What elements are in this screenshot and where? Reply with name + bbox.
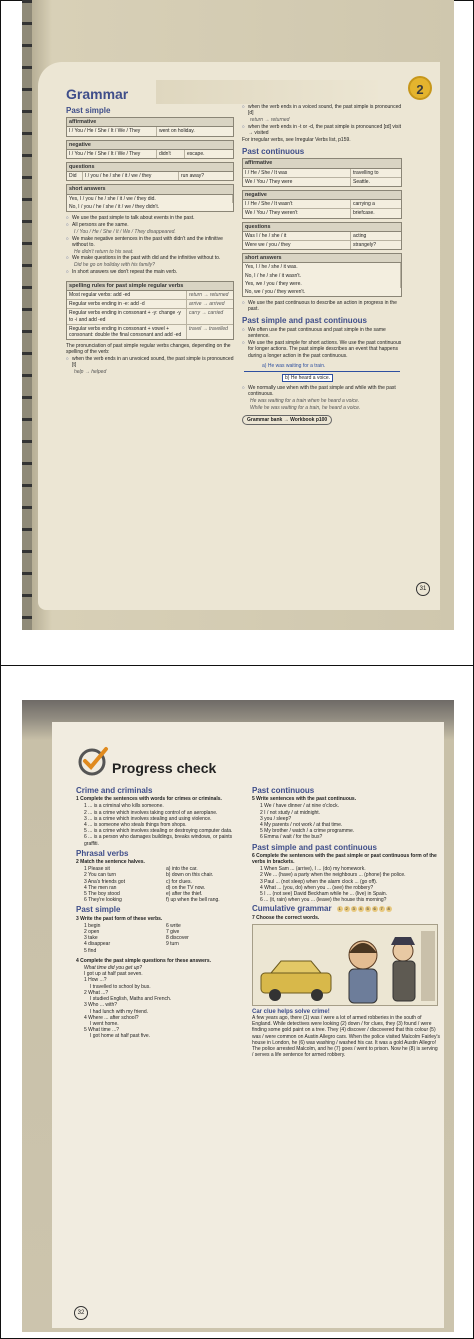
match-row — [76, 897, 248, 903]
table-row — [243, 209, 401, 217]
match-left: 5 The boy stood — [84, 891, 120, 898]
table-cell: run away? — [181, 173, 205, 180]
question: 1 Complete the sentences with words for crimes or criminals. — [76, 796, 222, 803]
unit-dot: 4 — [359, 906, 362, 912]
verb-item: 9 turn — [166, 941, 179, 948]
table-cell: Most regular verbs: add -ed — [67, 291, 187, 299]
table-header: negative — [243, 191, 401, 200]
exercise-item: 2 What ...? — [84, 989, 109, 996]
exercise-item: 3 Who ... with? — [84, 1002, 118, 1009]
cartoon-image — [253, 925, 438, 1006]
verb-item: 3 take — [84, 935, 98, 942]
exercise-item: 4 My parents / not work / at that time. — [260, 822, 343, 829]
note-example: While he was waiting for a train, he heard a voice. — [250, 404, 361, 411]
exercise-item: 2 We ... (have) a party when the neighbours ... (phone) the police. — [260, 872, 406, 879]
question: 3 Write the past form of these verbs. — [76, 915, 163, 922]
table-cell: carrying a — [353, 201, 375, 208]
table-row — [243, 178, 401, 186]
unit-dot: 5 — [366, 906, 369, 912]
note-item: ○ We make negative sentences in the past with didn't and the infinitive without to. — [66, 236, 234, 248]
table-row — [67, 127, 233, 135]
page-title: Grammar — [66, 86, 129, 102]
verb-item: 5 find — [84, 947, 97, 954]
verb-item: 8 discover — [166, 935, 189, 942]
question: 5 Write sentences with the past continuous. — [252, 796, 357, 803]
match-left: 6 They're looking — [84, 897, 122, 904]
table-row — [243, 200, 401, 209]
frame-left-border — [0, 0, 1, 1339]
note-example: Did he go on holiday with his family? — [74, 262, 155, 269]
note-item: ○ when the verb ends in an unvoiced sound, the past simple is pronounced [t] — [66, 356, 234, 368]
short-answers-table — [66, 184, 234, 212]
exercise-item: 1 How ...? — [84, 977, 107, 984]
spelling-table — [66, 281, 234, 340]
table-header: short answers — [243, 254, 401, 263]
note-item: ○ We use the past continuous to describe an action in progress in the past. — [242, 300, 402, 312]
cumulative-header — [252, 906, 440, 912]
checkmark-icon — [76, 744, 110, 778]
note-item: ○ We normally use when with the past simple and while with the past continuous. — [242, 385, 402, 397]
grammar-page — [38, 62, 440, 610]
irregular-note: For irregular verbs, see Irregular Verbs list, p159. — [242, 137, 351, 144]
table-cell: No, I / you / he / she / it / we / they didn't. — [69, 203, 160, 210]
example-answer: I got up at half past seven. — [84, 971, 143, 978]
table-cell: return → returned — [189, 292, 229, 299]
right-column — [252, 784, 440, 1058]
match-right: a) into the car. — [166, 866, 198, 873]
table-header: questions — [67, 163, 233, 172]
example-question: What time did you get up? — [84, 965, 143, 972]
exercise-item: 5 I ... (not see) David Beckham while he ... (live) in Spain. — [260, 891, 387, 898]
phrasal-heading: Phrasal verbs — [76, 848, 129, 858]
negative-table — [66, 140, 234, 159]
note-example: He was waiting for a train when he heard a voice. — [250, 398, 360, 405]
verb-row — [76, 948, 248, 954]
exercise-item: 1 We / have dinner / at nine o'clock. — [260, 803, 339, 810]
match-right: c) for clues. — [166, 878, 192, 885]
question: 7 Choose the correct words. — [252, 914, 320, 921]
table-cell: didn't — [157, 150, 185, 158]
cumulative-heading: Cumulative grammar — [252, 904, 332, 914]
table-cell: Regular verbs ending in consonant + -y: change -y to -i and add -ed — [67, 309, 187, 323]
pc-questions-table — [242, 222, 402, 251]
table-cell: Seattle. — [353, 178, 370, 185]
table-cell: I / You / He / She / It / We / They — [67, 150, 157, 158]
exercise-item: 5 My brother / watch / a crime programme. — [260, 828, 355, 835]
page-number: 31 — [416, 582, 430, 596]
note-item: ○ We make questions in the past with did and the infinitive without to. — [66, 255, 234, 261]
watermark — [156, 80, 378, 104]
table-cell: Regular verbs ending in -e: add -d — [67, 300, 187, 308]
table-cell: Were we / you / they — [243, 241, 351, 249]
match-left: 1 Please sit — [84, 866, 110, 873]
question: 4 Complete the past simple questions for these answers. — [76, 957, 212, 964]
table-row — [243, 241, 401, 249]
exercise-answer: I went home. — [90, 1020, 119, 1027]
exercise-item: 4 What ... (you, do) when you ... (see) the robbery? — [260, 884, 374, 891]
timeline-arrow — [244, 371, 400, 372]
table-cell: travelling to — [353, 169, 379, 176]
timeline-label-b: b) He heard a voice. — [282, 374, 333, 382]
match-left: 4 The men ran — [84, 884, 117, 891]
exercise-item: 3 Paul ... (not sleep) when the alarm clock ... (go off). — [260, 878, 378, 885]
story-text: A few years ago, there (1) was / were a lot of armed robberies in the south of England. While detectives were looking (2) down / for clues, they (3) found / were finding some gold paint on a tree. They (4) discover / discovered that this colour (5) was / were common on Austin Allegro cars. When the police visited Malcolm Fairley's house in London, he (6) was washing / washed his car. It was a gold Austin Allegro! The police arrested Malcolm, and he (7) goes / went to prison. Now he (8) is serving / serves a life sentence for armed robbery. — [252, 1015, 440, 1059]
page-title: Progress check — [112, 760, 217, 776]
exercise-item: 2 ... is a crime which involves taking control of an aeroplane. — [84, 809, 218, 816]
note-example: I / You / He / She / It / We / They disappeared. — [74, 229, 176, 236]
match-left: 2 You can turn — [84, 872, 116, 879]
table-header: affirmative — [67, 118, 233, 127]
binding-edge — [22, 0, 32, 630]
table-cell: No, we / you / they weren't. — [245, 289, 306, 296]
table-cell: No, I / he / she / it wasn't. — [243, 272, 401, 280]
exercise-item: 1 When Sam ... (arrive), I ... (do) my homework. — [260, 866, 366, 873]
match-left: 3 Ana's friends got — [84, 878, 125, 885]
table-header: negative — [67, 141, 233, 150]
match-right: b) down on this chair. — [166, 872, 214, 879]
exercise-item: 3 ... is a crime which involves stealing and using violence. — [84, 815, 212, 822]
exercise-answer: I got home at half past five. — [90, 1033, 151, 1040]
unit-dot: 8 — [387, 906, 390, 912]
match-right: e) after the thief. — [166, 891, 203, 898]
pc-short-answers-table — [242, 253, 402, 297]
note-example: He didn't return to his seat. — [74, 249, 134, 256]
left-column — [66, 106, 234, 375]
exercise-answer: I studied English, Maths and French. — [90, 996, 172, 1003]
match-right: d) on the TV now. — [166, 884, 206, 891]
exercise-item: 5 What time ...? — [84, 1027, 120, 1034]
exercise-item: 6 ... is a person who damages buildings, breaks windows, or paints graffiti. — [84, 834, 233, 847]
table-header: spelling rules for past simple regular verbs — [67, 282, 233, 291]
exercise-answer: I had lunch with my friend. — [90, 1008, 149, 1015]
exercise-item: 1 ... is a criminal who kills someone. — [84, 803, 164, 810]
verb-item: 2 open — [84, 929, 100, 936]
unit-dot: 6 — [373, 906, 376, 912]
verb-item: 6 write — [166, 922, 181, 929]
exercise-item: 2 I / not study / at midnight. — [260, 809, 321, 816]
note-item: ○ We use the past simple for short actions. We use the past continuous for longer actions. The past simple describes an event that happens during a longer action in the past continuous. — [242, 340, 402, 359]
unit-dot: 7 — [380, 906, 383, 912]
exercise-item: 6 Emma / wait / for the bus? — [260, 834, 323, 841]
exercise-item: 4 Where ... after school? — [84, 1014, 139, 1021]
table-cell: went on holiday. — [159, 128, 195, 135]
table-row — [67, 291, 233, 300]
note-item: ○ when the verb ends in a voiced sound, the past simple is pronounced [d] — [242, 104, 402, 116]
table-cell: Regular verbs ending in consonant + vowel + consonant: double the final consonant and add -ed — [67, 325, 187, 339]
timeline-label-a: a) He was waiting for a train. — [262, 362, 326, 369]
past-continuous-heading: Past continuous — [252, 786, 315, 795]
note-item: ○ All persons are the same. — [66, 222, 234, 228]
psc-heading: Past simple and past continuous — [242, 315, 367, 325]
verb-item: 1 begin — [84, 922, 101, 929]
exercise-item: 4 ... is someone who steals things from shops. — [84, 822, 187, 829]
exercise-item: 6 ... (it, rain) when you ... (leave) the house this morning? — [260, 897, 387, 904]
table-header: short answers — [67, 185, 233, 194]
right-column — [242, 104, 402, 425]
table-cell: We / You / They weren't — [243, 209, 351, 217]
table-cell: arrive → arrived — [189, 301, 225, 308]
verb-item: 4 disappear — [84, 941, 111, 948]
unit-badge: 2 — [408, 76, 432, 100]
unit-dot: 2 — [345, 906, 348, 912]
note-item: ○ We use the past simple to talk about events in the past. — [66, 215, 234, 221]
timeline-diagram — [242, 361, 402, 383]
table-cell: I / He / She / It wasn't — [243, 200, 351, 208]
table-cell: Was I / he / she / it — [243, 232, 351, 240]
table-cell: We / You / They were — [243, 178, 351, 186]
pc-negative-table — [242, 190, 402, 219]
table-cell: acting — [353, 232, 367, 239]
psc-heading: Past simple and past continuous — [252, 842, 377, 852]
note-example: help → helped — [74, 369, 107, 376]
table-row — [243, 232, 401, 241]
table-cell: I / He / She / It was — [243, 169, 351, 177]
question: 6 Complete the sentences with the past simple or past continuous form of the verbs in brackets. — [252, 852, 437, 866]
table-row — [67, 172, 233, 180]
table-cell: I / You / He / She / It / We / They — [67, 127, 157, 135]
verb-item: 7 give — [166, 929, 180, 936]
unit-dot: 3 — [352, 906, 355, 912]
table-cell: travel → travelled — [189, 325, 228, 332]
past-continuous-heading: Past continuous — [242, 147, 305, 157]
frame-divider — [0, 665, 474, 666]
pronunciation-note: The pronunciation of past simple regular verbs changes, depending on the spelling of the verb: — [66, 343, 231, 356]
table-cell: carry → carried — [189, 310, 224, 317]
exercise-answer: I travelled to school by bus. — [90, 983, 151, 990]
exercise-item: 3 you / sleep? — [260, 815, 292, 822]
pc-affirmative-table — [242, 158, 402, 187]
grammar-bank-link: Grammar bank → Workbook p100 — [242, 415, 332, 425]
note-example: return → returned — [250, 117, 290, 124]
crime-heading: Crime and criminals — [76, 786, 153, 795]
question: 2 Match the sentence halves. — [76, 859, 145, 866]
past-simple-heading: Past simple — [66, 106, 111, 115]
unit-dot: 1 — [338, 906, 341, 912]
note-item: ○ when the verb ends in -t or -d, the past simple is pronounced [ɪd] visit → visited — [242, 124, 402, 136]
table-row — [67, 309, 233, 324]
table-cell: Yes, I / you / he / she / it / we / they did. — [67, 195, 233, 203]
left-column — [76, 784, 248, 1040]
match-right: f) up when the bell rang. — [166, 897, 220, 904]
past-simple-heading: Past simple — [76, 905, 121, 915]
note-item: ○ In short answers we don't repeat the main verb. — [66, 269, 234, 275]
affirmative-table — [66, 117, 234, 136]
unit-dots — [336, 906, 392, 912]
cartoon-illustration — [252, 924, 438, 1006]
table-cell: strangely? — [353, 242, 377, 249]
exercise-item: 5 ... is a crime which involves stealing or destroying computer data. — [84, 828, 233, 835]
table-cell: Did — [67, 172, 83, 180]
table-header: questions — [243, 223, 401, 232]
table-row — [67, 300, 233, 309]
questions-table — [66, 162, 234, 181]
table-row — [67, 150, 233, 158]
page-number: 32 — [74, 1306, 88, 1320]
table-cell: I / you / he / she / it / we / they — [83, 172, 179, 180]
table-cell: Yes, I / he / she / it was. — [243, 263, 401, 271]
story-title: Car clue helps solve crime! — [252, 1008, 330, 1015]
table-cell: escape. — [187, 150, 205, 157]
note-item: ○ We often use the past continuous and past simple in the same sentence. — [242, 327, 402, 339]
table-row — [67, 325, 233, 339]
progress-check-page — [52, 722, 444, 1328]
table-row — [243, 169, 401, 178]
table-cell: briefcase. — [353, 210, 375, 217]
table-header: affirmative — [243, 159, 401, 168]
table-cell: Yes, we / you / they were. — [243, 280, 401, 288]
